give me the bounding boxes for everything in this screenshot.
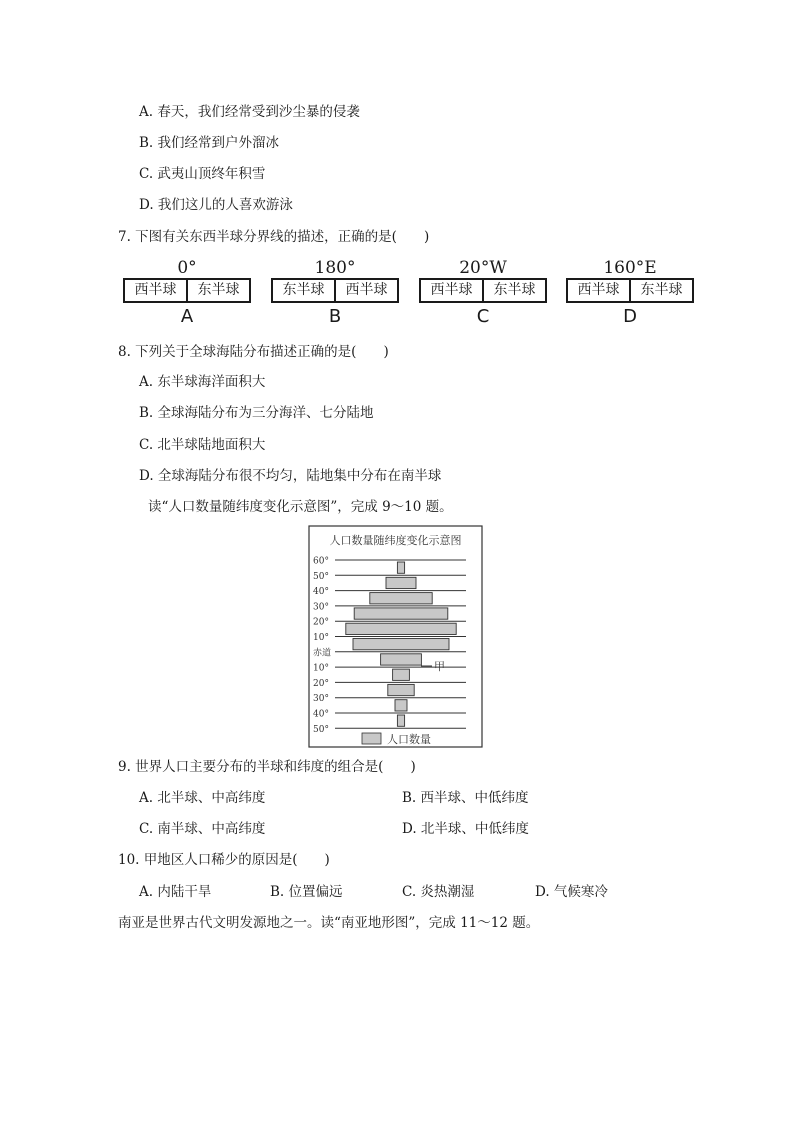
population-bar	[386, 577, 416, 588]
q7-figure-c-letter: C	[476, 306, 490, 327]
q7-figure-d-letter: D	[623, 306, 637, 327]
q7-figure-a-degree: 0°	[177, 258, 197, 278]
q10-option-a: A. 内陆干旱	[139, 884, 212, 900]
q9-option-a: A. 北半球、中高纬度	[139, 790, 266, 806]
q6-option-c: C. 武夷山顶终年积雪	[139, 166, 266, 182]
q7-figure-a-left: 西半球	[134, 282, 177, 298]
q7-figure-b-letter: B	[328, 306, 342, 327]
q7-figure-c-box	[419, 278, 547, 303]
q7-figure-a-box	[123, 278, 251, 303]
q7-figure-c-left: 西半球	[430, 282, 473, 298]
q7-figure-c-degree: 20°W	[459, 258, 507, 278]
population-bar	[393, 669, 410, 680]
q9-option-d: D. 北半球、中低纬度	[402, 821, 529, 837]
q8-stem: 8. 下列关于全球海陆分布描述正确的是( )	[118, 344, 389, 360]
q7-figure-d-left: 西半球	[577, 282, 620, 298]
q7-figure-b-right: 西半球	[334, 280, 397, 301]
population-bar	[397, 562, 404, 573]
q7-figure-b-left: 东半球	[282, 282, 325, 298]
q7-figure-a	[123, 258, 251, 328]
marker-jia: 甲	[434, 660, 445, 673]
q7-figure-d-right: 东半球	[629, 280, 692, 301]
q8-option-c: C. 北半球陆地面积大	[139, 437, 266, 453]
q8-option-b: B. 全球海陆分布为三分海洋、七分陆地	[139, 405, 374, 421]
legend-swatch	[362, 733, 381, 744]
q9-stem: 9. 世界人口主要分布的半球和纬度的组合是( )	[118, 759, 416, 775]
q7-figure-d-degree: 160°E	[603, 258, 657, 278]
chart-title: 人口数量随纬度变化示意图	[329, 534, 462, 547]
q8-option-a: A. 东半球海洋面积大	[139, 374, 266, 390]
population-bar	[397, 715, 404, 726]
q7-figure-d	[566, 258, 694, 328]
population-bar	[354, 608, 448, 619]
q10-option-b: B. 位置偏远	[270, 884, 343, 900]
latitude-tick-label: 赤道	[313, 648, 332, 659]
population-bar	[346, 623, 456, 634]
q8-option-d: D. 全球海陆分布很不均匀，陆地集中分布在南半球	[139, 468, 442, 484]
q7-stem: 7. 下图有关东西半球分界线的描述，正确的是( )	[118, 229, 430, 245]
population-bar	[381, 654, 422, 665]
legend-label: 人口数量	[387, 733, 431, 746]
latitude-tick-label: 40°	[313, 709, 329, 720]
latitude-tick-label: 50°	[313, 724, 329, 735]
latitude-tick-label: 20°	[313, 678, 329, 689]
chart-legend	[362, 732, 431, 746]
population-bar	[395, 700, 407, 711]
latitude-tick-label: 10°	[313, 633, 329, 643]
intro-9-10: 读“人口数量随纬度变化示意图”，完成 9～10 题。	[148, 499, 453, 515]
latitude-tick-label: 60°	[313, 556, 329, 567]
q7-figure-c	[419, 258, 547, 328]
q6-option-a: A. 春天，我们经常受到沙尘暴的侵袭	[139, 104, 360, 120]
latitude-tick-label: 30°	[313, 602, 329, 613]
q9-option-c: C. 南半球、中高纬度	[139, 821, 266, 837]
q10-option-d: D. 气候寒冷	[535, 884, 608, 900]
latitude-tick-label: 40°	[313, 587, 329, 598]
latitude-tick-label: 20°	[313, 617, 329, 628]
population-bar	[388, 684, 414, 695]
latitude-tick-label: 10°	[313, 663, 329, 674]
q10-option-c: C. 炎热潮湿	[402, 884, 475, 900]
latitude-tick-label: 30°	[313, 694, 329, 705]
q7-figure-a-letter: A	[180, 306, 194, 327]
q7-figure-d-box	[566, 278, 694, 303]
q7-figure-b-box	[271, 278, 399, 303]
q7-figure-c-right: 东半球	[482, 280, 545, 301]
population-bar	[353, 639, 449, 650]
q9-option-b: B. 西半球、中低纬度	[402, 790, 529, 806]
q6-option-d: D. 我们这儿的人喜欢游泳	[139, 197, 293, 213]
population-bar	[370, 593, 432, 604]
latitude-tick-label: 50°	[313, 571, 329, 582]
q6-option-b: B. 我们经常到户外溜冰	[139, 135, 280, 151]
q7-figure-b-degree: 180°	[314, 258, 356, 278]
q7-figure-b	[271, 258, 399, 328]
population-latitude-chart	[308, 525, 483, 749]
intro-11-12: 南亚是世界古代文明发源地之一。读“南亚地形图”，完成 11～12 题。	[118, 915, 540, 931]
q10-stem: 10. 甲地区人口稀少的原因是( )	[118, 852, 330, 868]
q7-figure-a-right: 东半球	[186, 280, 249, 301]
